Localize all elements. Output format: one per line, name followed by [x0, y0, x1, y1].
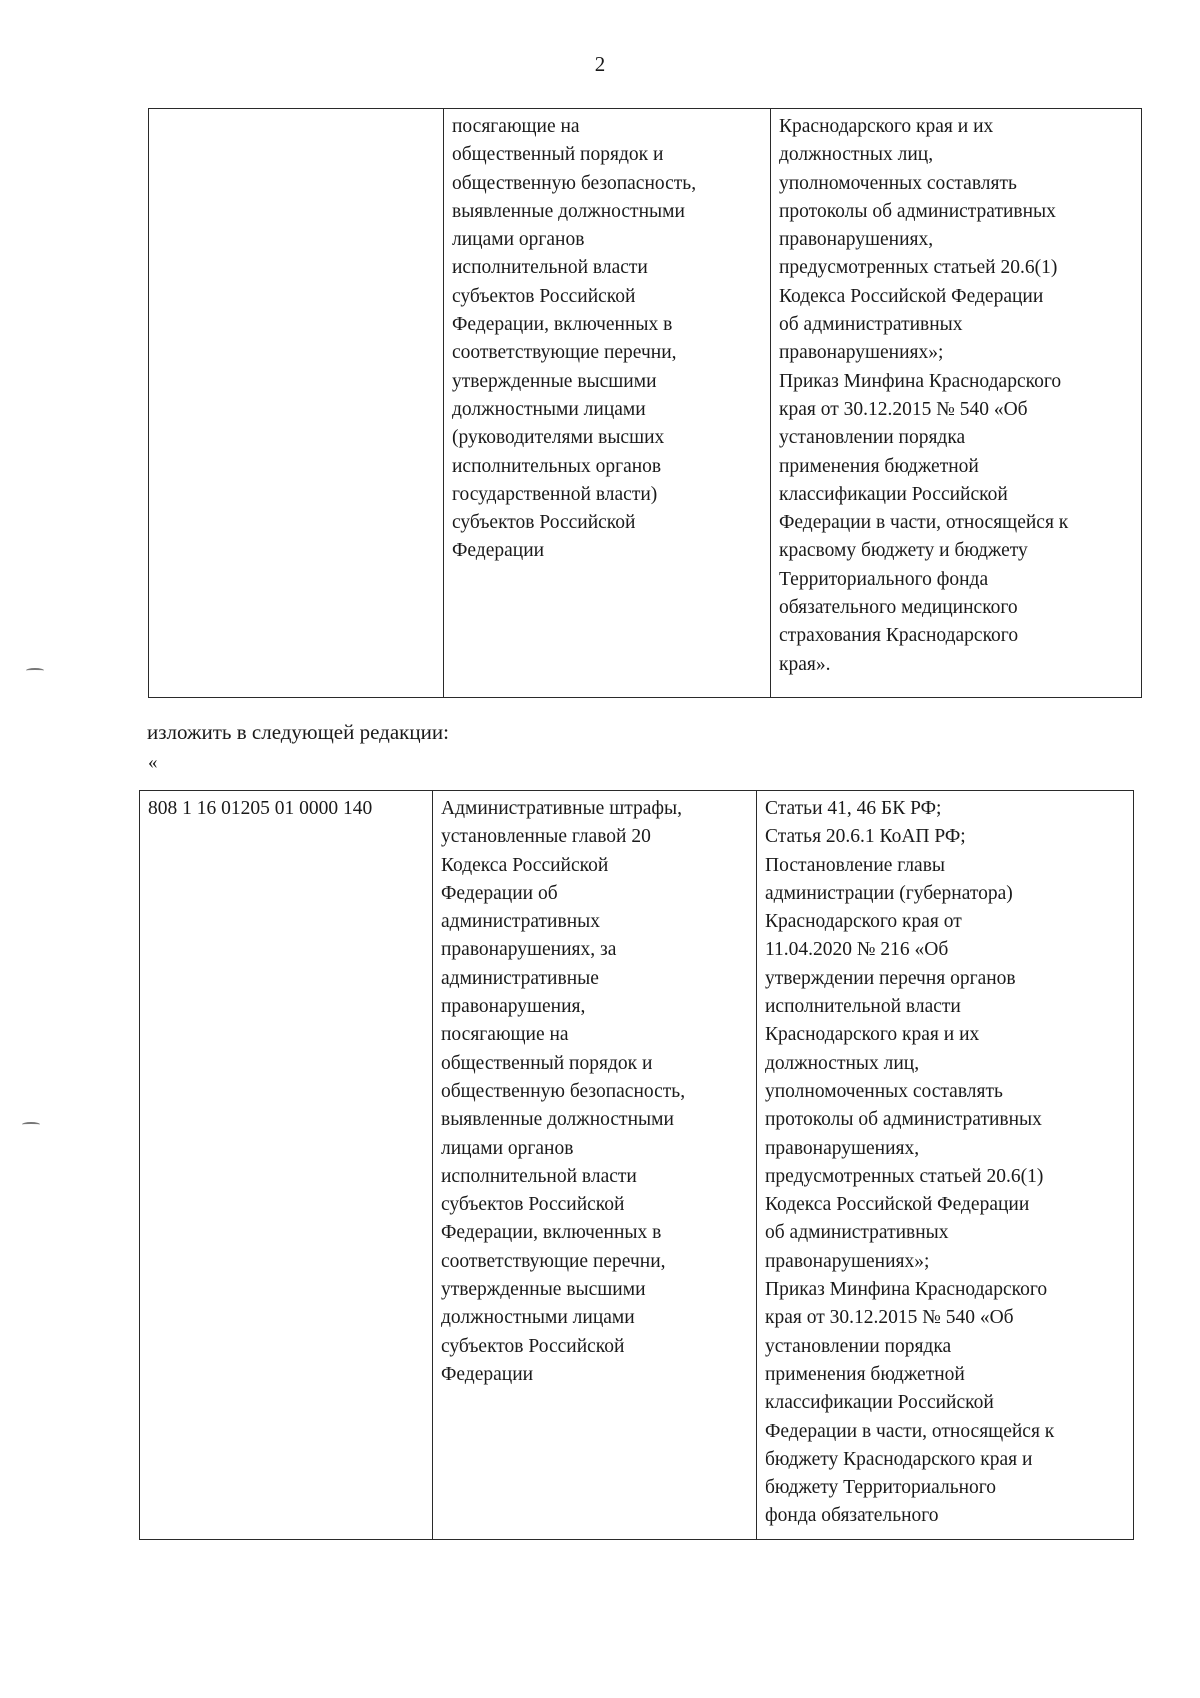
text-line: уполномоченных составлять: [779, 172, 1017, 194]
text-line: протоколы об административных: [765, 1109, 1042, 1131]
revenue-name-text: [441, 795, 750, 1389]
text-line: 11.04.2020 № 216 «Об: [765, 939, 949, 961]
text-line: красвому бюджету и бюджету: [779, 540, 1028, 562]
text-line: должностными лицами: [452, 398, 646, 420]
text-line: администрации (губернатора): [765, 882, 1013, 904]
text-line: установленные главой 20: [441, 826, 651, 848]
legal-basis-text: [765, 795, 1127, 1531]
text-line: предусмотренных статьей 20.6(1): [765, 1165, 1044, 1187]
text-line: исполнительной власти: [452, 257, 648, 279]
text-line: государственной власти): [452, 483, 658, 505]
scan-artifact-mark: [26, 668, 44, 673]
text-line: исполнительных органов: [452, 455, 662, 477]
text-line: административные: [441, 967, 599, 989]
text-line: правонарушениях»;: [779, 342, 944, 364]
opening-quote-mark: «: [148, 752, 158, 773]
text-line: применения бюджетной: [779, 455, 979, 477]
revenue-name-text: [452, 113, 764, 566]
text-line: протоколы об административных: [779, 200, 1056, 222]
text-line: посягающие на: [441, 1024, 569, 1046]
text-line: лицами органов: [452, 229, 585, 251]
text-line: субъектов Российской: [441, 1194, 625, 1216]
text-line: исполнительной власти: [441, 1165, 637, 1187]
text-line: соответствующие перечни,: [452, 342, 677, 364]
text-line: края от 30.12.2015 № 540 «Об: [765, 1307, 1014, 1329]
revenue-name-cell: [444, 109, 771, 698]
text-line: об административных: [765, 1222, 949, 1244]
text-line: правонарушениях,: [765, 1137, 920, 1159]
legal-basis-cell: [757, 791, 1134, 1540]
revenue-name-cell: [433, 791, 757, 1540]
text-line: края».: [779, 653, 831, 675]
text-line: должностных лиц,: [779, 144, 934, 166]
text-line: страхования Краснодарского: [779, 625, 1019, 647]
text-line: Кодекса Российской Федерации: [779, 285, 1044, 307]
text-line: Статьи 41, 46 БК РФ;: [765, 798, 942, 819]
text-line: Постановление главы: [765, 854, 946, 876]
text-line: выявленные должностными: [441, 1109, 674, 1131]
text-line: должностных лиц,: [765, 1052, 920, 1074]
text-line: бюджету Территориального: [765, 1477, 997, 1499]
text-line: классификации Российской: [779, 483, 1008, 505]
code-cell: 808 1 16 01205 01 0000 140: [140, 791, 433, 1540]
legal-basis-text: [779, 113, 1135, 679]
text-line: Кодекса Российской: [441, 854, 609, 876]
text-line: субъектов Российской: [452, 512, 636, 534]
text-line: общественный порядок и: [452, 144, 664, 166]
text-line: (руководителями высших: [452, 427, 665, 449]
text-line: Краснодарского края и их: [765, 1024, 980, 1046]
text-line: посягающие на: [452, 116, 580, 137]
text-line: административных: [441, 911, 600, 933]
text-line: установлении порядка: [765, 1335, 952, 1357]
text-line: Статья 20.6.1 КоАП РФ;: [765, 826, 966, 848]
scan-artifact-mark: [22, 1122, 40, 1127]
page-number: 2: [594, 52, 606, 76]
text-line: Федерации, включенных в: [452, 314, 673, 336]
text-line: правонарушения,: [441, 996, 586, 1018]
text-line: утвержденные высшими: [441, 1279, 646, 1301]
text-line: классификации Российской: [765, 1392, 994, 1414]
text-line: установлении порядка: [779, 427, 966, 449]
text-line: об административных: [779, 314, 963, 336]
text-line: Федерации: [452, 540, 545, 562]
text-line: общественный порядок и: [441, 1052, 653, 1074]
table-row: [140, 791, 1134, 1540]
text-line: правонарушениях,: [779, 229, 934, 251]
text-line: исполнительной власти: [765, 996, 961, 1018]
text-line: Федерации: [441, 1363, 534, 1385]
text-line: обязательного медицинского: [779, 597, 1018, 619]
instruction-text: изложить в следующей редакции:: [147, 720, 449, 744]
text-line: предусмотренных статьей 20.6(1): [779, 257, 1058, 279]
text-line: применения бюджетной: [765, 1363, 965, 1385]
text-line: Административные штрафы,: [441, 798, 682, 819]
text-line: утвержденные высшими: [452, 370, 657, 392]
text-line: общественную безопасность,: [441, 1080, 686, 1102]
text-line: Федерации об: [441, 882, 558, 904]
text-line: Краснодарского края и их: [779, 116, 994, 137]
text-line: правонарушениях»;: [765, 1250, 930, 1272]
budget-codes-table-new: [139, 790, 1134, 1540]
text-line: Федерации в части, относящейся к: [779, 512, 1069, 534]
text-line: общественную безопасность,: [452, 172, 697, 194]
legal-basis-cell: [771, 109, 1142, 698]
table-row: [149, 109, 1142, 698]
text-line: должностными лицами: [441, 1307, 635, 1329]
text-line: бюджету Краснодарского края и: [765, 1448, 1033, 1470]
code-cell: [149, 109, 444, 698]
text-line: субъектов Российской: [441, 1335, 625, 1357]
text-line: фонда обязательного: [765, 1505, 939, 1527]
text-line: выявленные должностными: [452, 200, 685, 222]
text-line: Приказ Минфина Краснодарского: [765, 1279, 1048, 1301]
text-line: уполномоченных составлять: [765, 1080, 1003, 1102]
text-line: субъектов Российской: [452, 285, 636, 307]
budget-codes-table-continued: [148, 108, 1142, 698]
text-line: Федерации, включенных в: [441, 1222, 662, 1244]
text-line: Федерации в части, относящейся к: [765, 1420, 1055, 1442]
text-line: Кодекса Российской Федерации: [765, 1194, 1030, 1216]
text-line: Территориального фонда: [779, 568, 989, 590]
text-line: Краснодарского края от: [765, 911, 962, 933]
text-line: правонарушениях, за: [441, 939, 617, 961]
text-line: края от 30.12.2015 № 540 «Об: [779, 398, 1028, 420]
text-line: лицами органов: [441, 1137, 574, 1159]
text-line: утверждении перечня органов: [765, 967, 1016, 989]
text-line: Приказ Минфина Краснодарского: [779, 370, 1062, 392]
text-line: соответствующие перечни,: [441, 1250, 666, 1272]
